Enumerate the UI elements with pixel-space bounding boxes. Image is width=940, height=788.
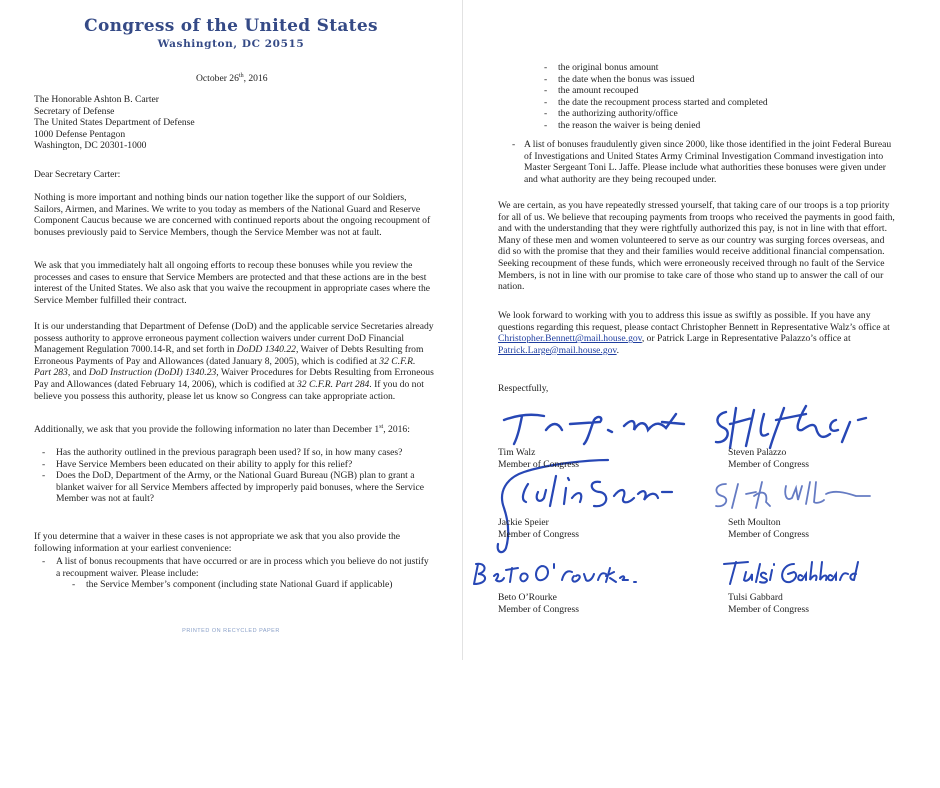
- signer-title: Member of Congress: [498, 458, 579, 470]
- address-line: The United States Department of Defense: [34, 117, 195, 129]
- signature-walz: [500, 400, 690, 448]
- info-list: [42, 556, 434, 579]
- list-item: - A list of bonus recoupments that have occurred or are in process which you believe do not justify a recoupment waiver. Please include:: [42, 556, 434, 579]
- closing: Respectfully,: [498, 383, 549, 394]
- signature-gabbard: [718, 556, 868, 590]
- sublist-item: - the Service Member’s component (including state National Guard if applicable): [72, 579, 393, 590]
- signature-palazzo: [710, 400, 880, 452]
- signer-name: Seth Moulton: [728, 517, 781, 528]
- letter-date: October 26th, 2016: [196, 72, 268, 84]
- letter-page-2: [470, 0, 940, 700]
- sublist-item: - the date when the bonus was issued: [544, 74, 874, 86]
- signer-title: Member of Congress: [498, 603, 579, 615]
- signature-speier: [488, 458, 688, 558]
- address-line: Secretary of Defense: [34, 105, 115, 117]
- signer-block: [728, 517, 809, 540]
- signer-title: Member of Congress: [498, 528, 579, 540]
- email-link-bennett[interactable]: Christopher.Bennett@mail.house.gov: [498, 333, 642, 345]
- signer-name: Beto O’Rourke: [498, 592, 557, 603]
- recipient-address: [34, 94, 434, 152]
- question-item: - Has the authority outlined in the previous paragraph been used? If so, in how many cases?: [42, 447, 434, 459]
- letter-page-1: [0, 0, 463, 660]
- signer-title: Member of Congress: [728, 603, 809, 615]
- signer-name: Tulsi Gabbard: [728, 592, 783, 603]
- sublist-item: - the authorizing authority/office: [544, 108, 874, 120]
- paragraph-5: If you determine that a waiver in these cases is not appropriate we ask that you also provide the following information at your earliest convenience:: [34, 531, 401, 554]
- sublist-item: - the date the recoupment process started and completed: [544, 97, 874, 109]
- paragraph-3: It is our understanding that Department of Defense (DoD) and the applicable service Secretaries already possess authority to approve erroneous payment collection waivers under current DoD Financial Management Regulation 7000.14-R, and set forth in DoDD 1340.22, Waiver of Debts Resulting from Erroneous Payments of Pay and Allowances (dated January 8, 2005), which is codified at 32 C.F.R. Part 283, and DoD Instruction (DoDI) 1340.23, Waiver Procedures for Debts Resulting from Erroneous Pay and Allowances (dated February 14, 2006), which is codified at 32 C.F.R. Part 284. If you do not believe you possess this authority, please let us know so Congress can take appropriate action.: [34, 321, 434, 402]
- paragraph-7: We look forward to working with you to address this issue as swiftly as possible. If you have any questions regarding this request, please contact Christopher Bennett in Representative Walz’s office at Christopher.Bennett@mail.house.gov, or Patrick Large in Representative Palazzo’s office at Patrick.Large@mail.house.gov.: [498, 310, 890, 356]
- address-line: Washington, DC 20301-1000: [34, 140, 147, 152]
- questions-list: [42, 447, 434, 505]
- signer-title: Member of Congress: [728, 458, 809, 470]
- sublist-item: - the original bonus amount: [544, 62, 874, 74]
- address-line: 1000 Defense Pentagon: [34, 128, 126, 140]
- signer-block: [498, 447, 579, 470]
- letterhead-city: Washington, DC 20515: [157, 38, 305, 50]
- signer-name: Tim Walz: [498, 447, 536, 458]
- recoupment-details-list: [544, 62, 874, 132]
- letterhead-title: Congress of the United States: [84, 16, 378, 36]
- signature-orourke: [470, 558, 640, 590]
- signer-block: [498, 592, 579, 615]
- signer-name: Jackie Speier: [498, 517, 549, 528]
- paragraph-6: We are certain, as you have repeatedly stressed yourself, that taking care of our troops is a top priority for all of us. We believe that recouping payments from troops who received the payments in good faith, and with the understanding that they were rightfully authorized this pay, is not in line with that effort. Many of these men and women volunteered to serve as our country was surging forces overseas, and did so with the promise that they and their families would receive additional financial compensation. Seeking recoupment of these funds, which were erroneously received through no fault of the Service Members, is not in line with our promise to take care of those who stand up to answer the call of our nation.: [498, 200, 895, 293]
- paragraph-4: Additionally, we ask that you provide the following information no later than December 1st, 2016:: [34, 423, 410, 435]
- address-line: The Honorable Ashton B. Carter: [34, 94, 159, 105]
- recycled-paper-note: PRINTED ON RECYCLED PAPER: [182, 628, 280, 634]
- list-item: - A list of bonuses fraudulently given since 2000, like those identified in the joint Federal Bureau of Investigations and United States Army Criminal Investigation Command investigation into Master Sergeant Toni L. Jaffe. Please include what authorities these bonuses were given under and what authority are they being recouped under.: [512, 139, 892, 185]
- signer-title: Member of Congress: [728, 528, 809, 540]
- signature-moulton: [706, 478, 876, 512]
- sublist-item: - the reason the waiver is being denied: [544, 120, 874, 132]
- dash-marker: -: [512, 139, 516, 150]
- salutation: Dear Secretary Carter:: [34, 169, 121, 180]
- paragraph-2: We ask that you immediately halt all ongoing efforts to recoup these bonuses while you review the processes and cases to ensure that Service Members are protected and that these actions are in the best interest of the United States. We also ask that you waive the recoupment in appropriate cases where the Service Member fulfilled their contract.: [34, 260, 430, 306]
- dash-marker: -: [72, 579, 76, 590]
- signer-name: Steven Palazzo: [728, 447, 787, 458]
- question-item: - Does the DoD, Department of the Army, or the National Guard Bureau (NGB) plan to grant a blanket waiver for all Service Members affected by improperly paid bonuses, where the Service Member was not at fault?: [42, 470, 434, 505]
- signer-block: [498, 517, 579, 540]
- signer-block: [728, 592, 809, 615]
- sublist-item: - the amount recouped: [544, 85, 874, 97]
- email-link-large[interactable]: Patrick.Large@mail.house.gov: [498, 344, 617, 356]
- question-item: - Have Service Members been educated on their ability to apply for this relief?: [42, 459, 434, 471]
- signer-block: [728, 447, 809, 470]
- paragraph-1: Nothing is more important and nothing binds our nation together like the support of our Soldiers, Sailors, Airmen, and Marines. We write to you today as members of the National Guard and Reserve Component Caucus because we are concerned with continued reports about the ongoing recoupment of bonuses previously paid to Service Members, though the Service Member was not at fault.: [34, 192, 431, 238]
